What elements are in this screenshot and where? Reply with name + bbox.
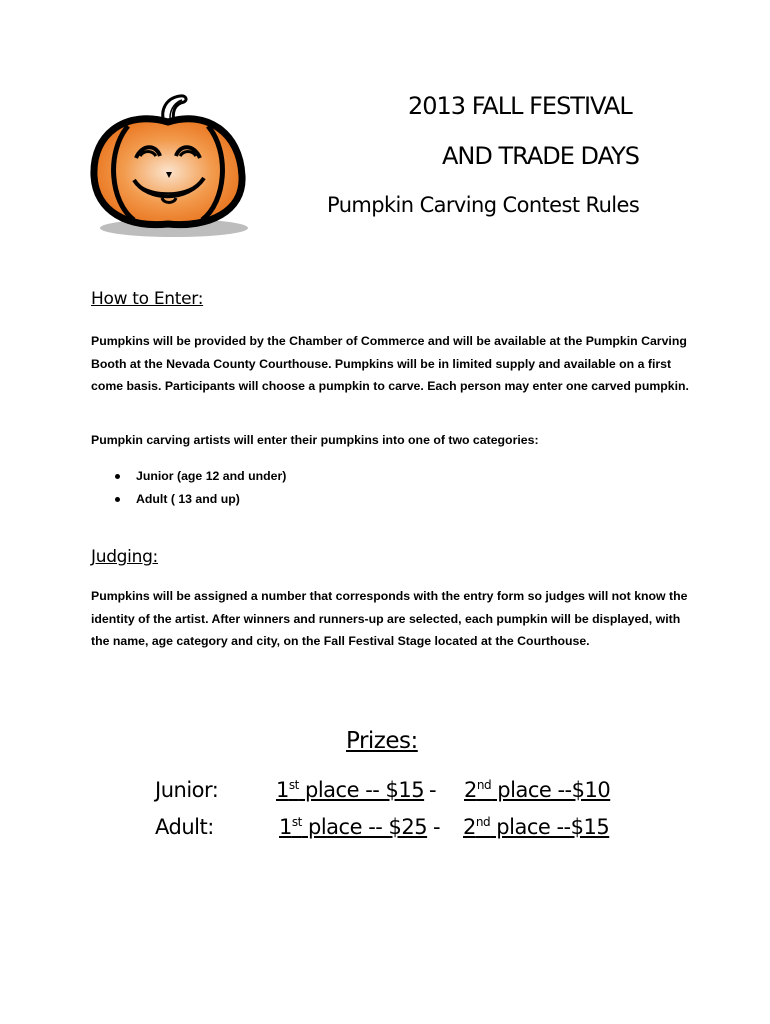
prize-junior-first: 1st place -- $15 xyxy=(276,778,425,802)
prize-separator: - xyxy=(429,778,437,802)
how-to-enter-paragraph-2: Pumpkin carving artists will enter their pumpkins into one of two categories: xyxy=(91,433,539,447)
prize-adult-first: 1st place -- $25 xyxy=(279,815,428,839)
list-item: Adult ( 13 and up) xyxy=(113,488,286,511)
page-title-line-2: AND TRADE DAYS xyxy=(442,142,640,170)
jack-o-lantern-icon xyxy=(88,92,248,240)
page-subtitle: Pumpkin Carving Contest Rules xyxy=(327,193,640,217)
prize-adult-second: 2nd place --$15 xyxy=(463,815,610,839)
judging-paragraph: Pumpkins will be assigned a number that corresponds with the entry form so judges will not know the identity of the artist. After winners and runners-up are selected, each pumpkin will be displayed, with the name, age category and city, on the Fall Festival Stage located at the Courthouse. xyxy=(91,589,688,648)
how-to-enter-paragraph-1: Pumpkins will be provided by the Chamber of Commerce and will be available at the Pumpkin Carving Booth at the Nevada County Courthouse. Pumpkins will be in limited supply and available on a first come basis. Participants will choose a pumpkin to carve. Each person may enter one carved pumpkin. xyxy=(91,334,689,393)
judging-heading: Judging: xyxy=(91,547,158,567)
prize-junior-second: 2nd place --$10 xyxy=(464,778,611,802)
how-to-enter-heading: How to Enter: xyxy=(91,289,204,309)
list-item: Junior (age 12 and under) xyxy=(113,465,286,488)
prize-row-adult xyxy=(0,815,770,845)
prize-label-adult: Adult: xyxy=(155,815,214,839)
prizes-heading: Prizes: xyxy=(346,728,418,754)
prize-separator: - xyxy=(433,815,441,839)
prize-row-junior xyxy=(0,778,770,808)
categories-list xyxy=(113,465,286,511)
page-title-line-1: 2013 FALL FESTIVAL xyxy=(408,92,632,120)
prize-label-junior: Junior: xyxy=(155,778,219,802)
